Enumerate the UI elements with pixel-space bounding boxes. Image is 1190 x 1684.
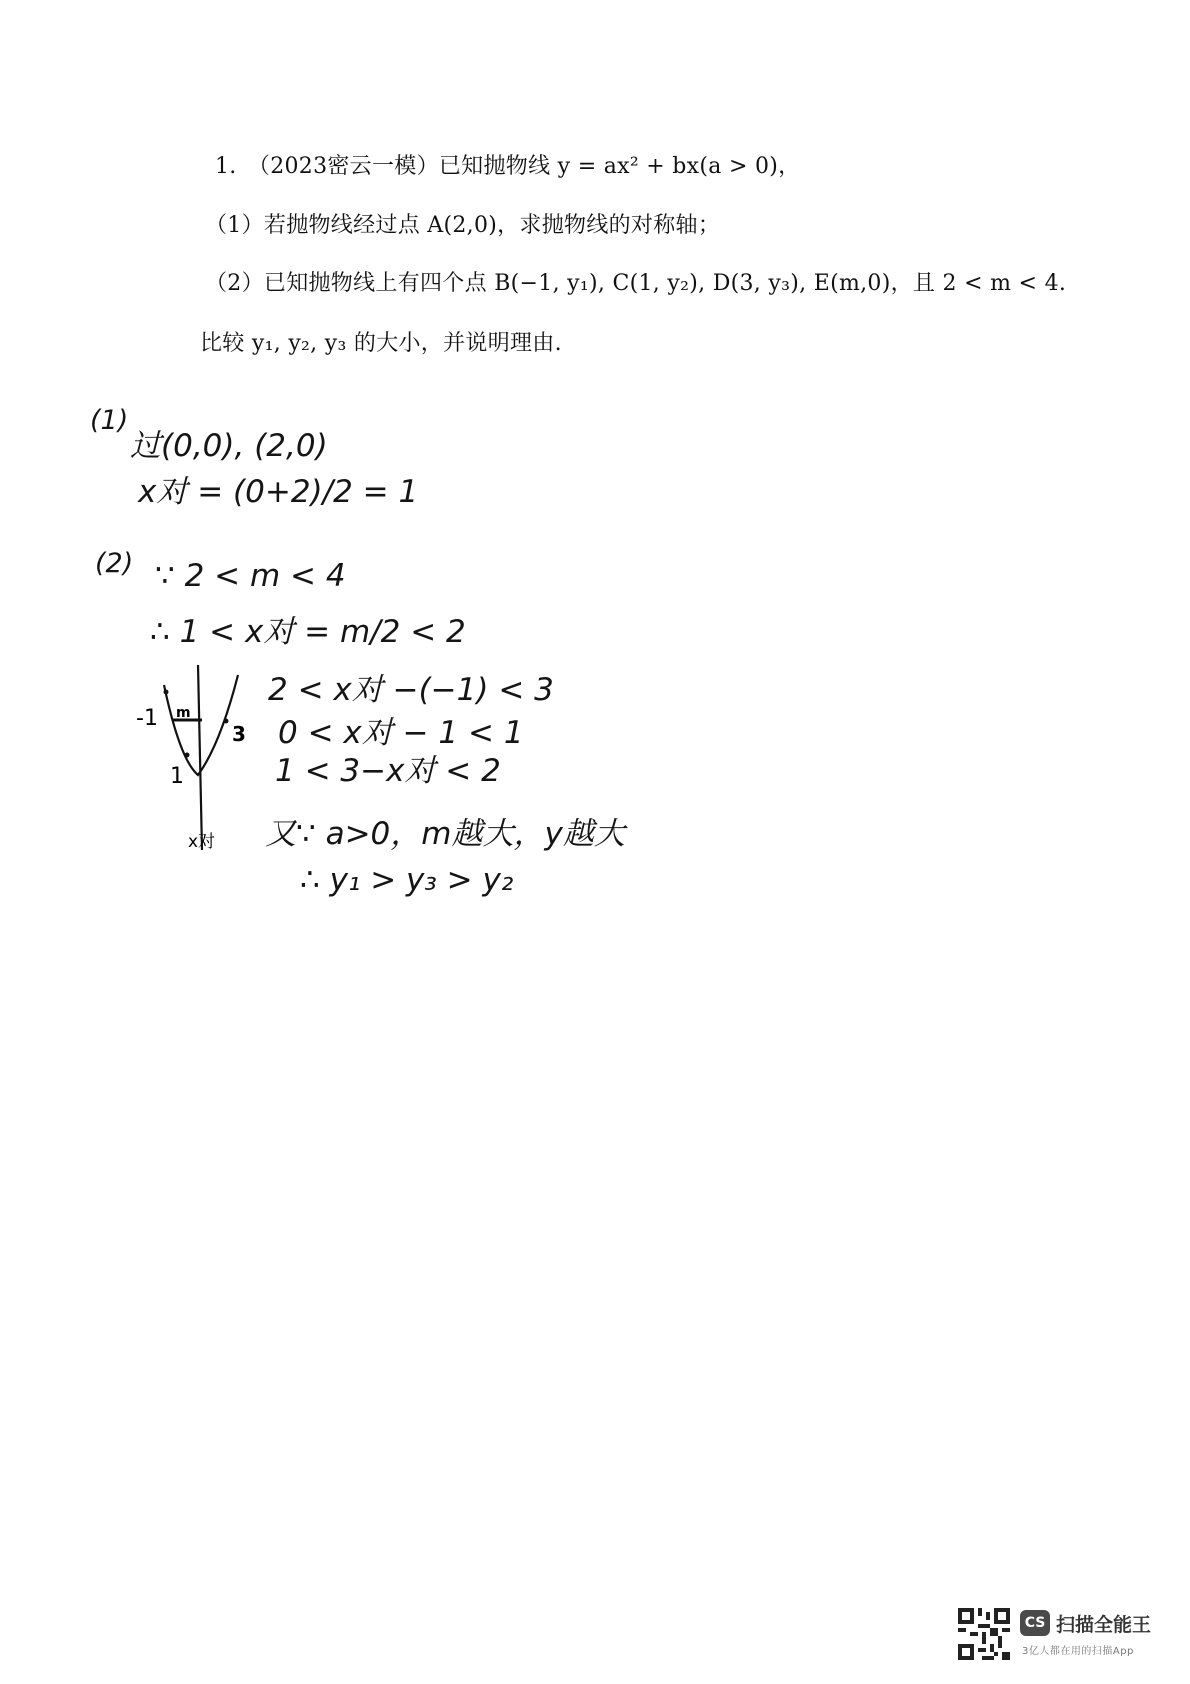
part1-line-1: 过(0,0), (2,0) <box>130 428 328 464</box>
part2-line-1: ∵ 2 < m < 4 <box>155 558 346 594</box>
sketch-label-axis: x对 <box>188 832 216 852</box>
problem-line-1: 1. （2023密云一模）已知抛物线 y = ax² + bx(a > 0)， <box>215 154 801 179</box>
sketch-label-1: 1 <box>170 764 184 789</box>
brand-name: 扫描全能王 <box>1056 1614 1152 1636</box>
sketch-label-neg1: -1 <box>136 706 158 731</box>
axis-of-symmetry-line <box>198 665 202 850</box>
problem-line-4: 比较 y₁, y₂, y₃ 的大小，并说明理由. <box>200 331 562 356</box>
step-3: 1 < 3−x对 < 2 <box>275 753 501 789</box>
cs-logo-icon: CS <box>1020 1610 1050 1636</box>
reason-line: 又∵ a>0，m越大，y越大 <box>265 816 625 852</box>
point-d <box>224 719 229 724</box>
part1-line-2: x对 = (0+2)/2 = 1 <box>138 474 419 510</box>
problem-line-3: （2）已知抛物线上有四个点 B(−1, y₁), C(1, y₂), D(3, y₃), E(m,0)，且 2 < m < 4. <box>205 271 1067 296</box>
qr-code-icon <box>958 1608 1010 1660</box>
part2-label: (2) <box>95 548 134 579</box>
scanner-watermark <box>950 1600 1180 1670</box>
problem-line-2: （1）若抛物线经过点 A(2,0)，求抛物线的对称轴； <box>205 213 721 238</box>
step-1: 2 < x对 −(−1) < 3 <box>268 672 554 708</box>
sketch-label-3: 3 <box>232 722 246 746</box>
conclusion-line: ∴ y₁ > y₃ > y₂ <box>300 862 514 898</box>
part1-label: (1) <box>90 405 129 436</box>
sketch-label-m: m <box>176 705 191 721</box>
point-c <box>185 753 190 758</box>
part2-line-2: ∴ 1 < x对 = m/2 < 2 <box>150 614 466 650</box>
step-2: 0 < x对 − 1 < 1 <box>278 715 524 751</box>
brand-tagline: 3亿人都在用的扫描App <box>1022 1646 1134 1657</box>
point-b <box>164 690 169 695</box>
parabola-sketch <box>136 705 260 855</box>
